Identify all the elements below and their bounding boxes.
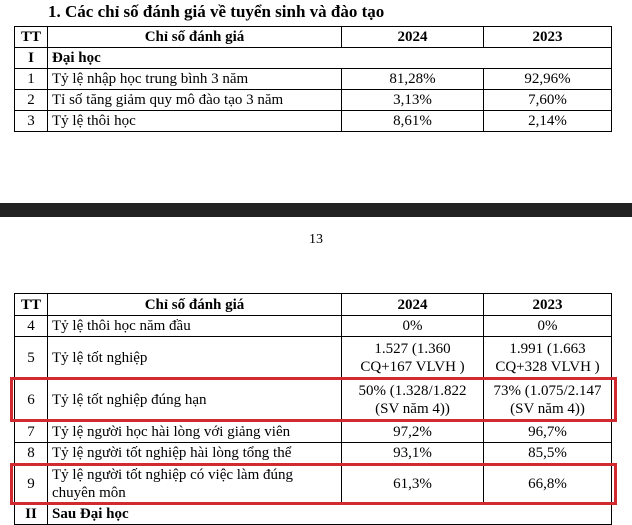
table-row	[15, 443, 612, 464]
row-label: Tỷ lệ thôi học năm đầu	[48, 316, 342, 337]
table-row	[15, 90, 612, 111]
row-2023-line2: (SV năm 4))	[510, 401, 585, 417]
section-title: 1. Các chỉ số đánh giá về tuyển sinh và đào tạo	[48, 2, 385, 21]
row-2024	[342, 337, 484, 379]
row-label-line1: Tỷ lệ người tốt nghiệp có việc làm đúng	[52, 466, 294, 483]
row-2023-line1: 1.991 (1.663	[509, 340, 586, 357]
row-2023-line2: CQ+328 VLVH )	[495, 358, 600, 375]
row-2024: 61,3%	[342, 464, 484, 504]
header-2024: 2024	[342, 294, 484, 316]
row-label: Tỷ lệ nhập học trung bình 3 năm	[48, 69, 342, 90]
table-row	[15, 316, 612, 337]
row-2024	[342, 379, 484, 422]
group-label: Sau Đại học	[48, 504, 612, 525]
group-row	[15, 48, 612, 69]
row-2023: 96,7%	[484, 422, 612, 443]
row-label: Tỷ lệ người tốt nghiệp hài lòng tổng thể	[48, 443, 342, 464]
row-2024-line2: (SV năm 4))	[375, 401, 450, 417]
table-admission-metrics	[14, 26, 612, 132]
row-2024-line2: CQ+167 VLVH )	[360, 358, 465, 375]
page-number: 13	[309, 232, 323, 247]
row-label-line2: chuyên môn	[52, 484, 126, 501]
row-2023: 85,5%	[484, 443, 612, 464]
header-2023: 2023	[484, 27, 612, 48]
row-label	[48, 464, 342, 504]
table-row	[15, 379, 612, 422]
row-label: Tỷ lệ thôi học	[48, 111, 342, 132]
row-tt: 7	[15, 422, 48, 443]
table-row	[15, 422, 612, 443]
row-label: Tỷ lệ tốt nghiệp	[48, 337, 342, 379]
row-label: Tỷ lệ tốt nghiệp đúng hạn	[48, 379, 342, 422]
table-training-metrics	[14, 293, 612, 525]
row-tt: 8	[15, 443, 48, 464]
header-indicator: Chỉ số đánh giá	[48, 27, 342, 48]
row-2023: 92,96%	[484, 69, 612, 90]
row-2024: 8,61%	[342, 111, 484, 132]
row-tt: 3	[15, 111, 48, 132]
row-2023: 0%	[484, 316, 612, 337]
row-tt: 6	[15, 379, 48, 422]
page-break	[0, 203, 632, 217]
row-2024: 0%	[342, 316, 484, 337]
table-row	[15, 69, 612, 90]
group-tt: I	[15, 48, 48, 69]
row-2023: 7,60%	[484, 90, 612, 111]
table-row	[15, 337, 612, 379]
row-tt: 5	[15, 337, 48, 379]
row-2024-line1: 50% (1.328/1.822	[358, 383, 467, 399]
header-2023: 2023	[484, 294, 612, 316]
row-tt: 1	[15, 69, 48, 90]
header-tt: TT	[15, 294, 48, 316]
row-tt: 2	[15, 90, 48, 111]
group-tt: II	[15, 504, 48, 525]
row-2023	[484, 379, 612, 422]
row-tt: 9	[15, 464, 48, 504]
header-indicator: Chỉ số đánh giá	[48, 294, 342, 316]
header-tt: TT	[15, 27, 48, 48]
table-row	[15, 111, 612, 132]
table-row	[15, 464, 612, 504]
group-label: Đại học	[48, 48, 612, 69]
group-row	[15, 504, 612, 525]
row-2023-line1: 73% (1.075/2.147	[493, 383, 602, 399]
row-2024: 81,28%	[342, 69, 484, 90]
row-2024: 93,1%	[342, 443, 484, 464]
row-2024-line1: 1.527 (1.360	[374, 340, 451, 357]
row-2023: 66,8%	[484, 464, 612, 504]
row-2023	[484, 337, 612, 379]
row-2024: 3,13%	[342, 90, 484, 111]
header-2024: 2024	[342, 27, 484, 48]
row-tt: 4	[15, 316, 48, 337]
row-label: Tỷ lệ người học hài lòng với giảng viên	[48, 422, 342, 443]
row-label: Tỉ số tăng giảm quy mô đào tạo 3 năm	[48, 90, 342, 111]
row-2024: 97,2%	[342, 422, 484, 443]
row-2023: 2,14%	[484, 111, 612, 132]
